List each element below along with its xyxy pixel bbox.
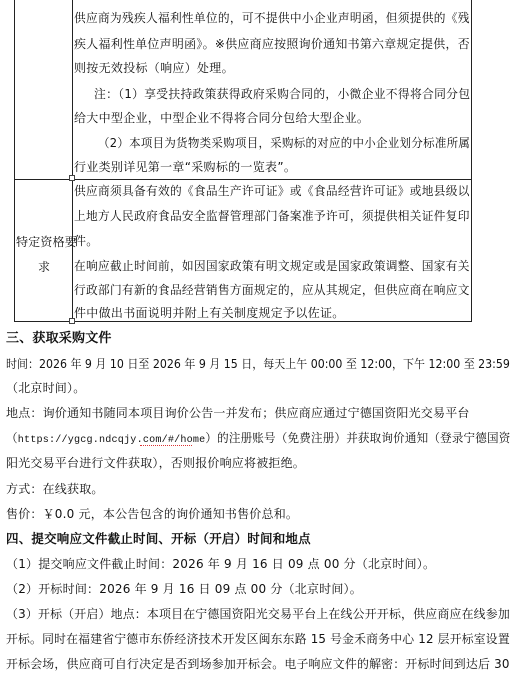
spellcheck-underline: [140, 443, 192, 446]
table-row-1-line: 则按无效投标（响应）处理。: [74, 61, 234, 75]
section-4-item-2: （2）开标时间：2026 年 9 月 16 日 09 点 00 分（北京时间）。: [6, 582, 362, 596]
platform-url-link[interactable]: https://ygcg.ndcqjy.com/#/home: [17, 434, 206, 446]
table-row-2-line: 在响应截止时间前，如因国家政策有明文规定或是国家政策调整、国家有关: [74, 259, 470, 273]
table-row-divider: [14, 179, 472, 180]
table-row-2-line: 件中做出书面说明并附上有关制度规定予以佐证。: [74, 306, 345, 320]
table-row-2-label: 特定资格要: [16, 235, 78, 249]
table-bottom-border: [14, 321, 472, 322]
section-4-item-3: （3）开标（开启）地点：本项目在宁德国资阳光交易平台上在线公开开标，供应商应在线参加: [6, 607, 510, 621]
table-corner-marker: [69, 175, 75, 181]
table-row-2-label: 求: [38, 260, 51, 274]
table-row-2-line: 供应商须具备有效的《食品生产许可证》或《食品经营许可证》或地县级以: [74, 184, 470, 198]
section-3-place: 阳光交易平台进行文件获取），否则报价响应将被拒绝。: [6, 456, 306, 470]
section-4-item-1: （1）提交响应文件截止时间：2026 年 9 月 16 日 09 点 00 分（北京时间）。: [6, 557, 436, 571]
paren: （: [6, 431, 18, 445]
table-row-2-line: 行政部门有新的食品经营销售方面规定的，应从其规定，但供应商在响应文: [74, 283, 470, 297]
section-3-place: 地点：询价通知书随同本项目询价公告一并发布；供应商应通过宁德国资阳光交易平台: [6, 406, 470, 420]
table-row-1-line: 行业类别详见第一章“采购标的一览表”。: [74, 160, 297, 174]
section-3-time: （北京时间）。: [6, 381, 86, 395]
section-3-place: [6, 430, 511, 448]
table-row-2-line: 上地方人民政府食品安全监督管理部门备案准予许可，须提供相关证件复印: [74, 209, 470, 223]
section-4-item-3: 开标会场，供应商可自行决定是否到场参加开标会。电子响应文件的解密：开标时间到达后 30: [6, 657, 510, 671]
section-3-method: 方式：在线获取。: [6, 482, 104, 496]
section-4-heading: 四、提交响应文件截止时间、开标（开启）时间和地点: [6, 531, 311, 546]
section-3-time: 时间：2026 年 9 月 10 日至 2026 年 9 月 15 日，每天上午 00:00 至 12:00，下午 12:00 至 23:59: [6, 357, 510, 371]
section-3-place-text: ）的注册账号（免费注册）并获取询价通知（登录宁德国资: [205, 431, 511, 445]
section-3-heading: 三、获取采购文件: [6, 331, 112, 346]
table-column-divider: [72, 0, 73, 322]
table-left-border: [14, 0, 15, 322]
table-row-1-note: （2）本项目为货物类采购项目，采购标的对应的中小企业划分标准所属: [98, 136, 471, 150]
table-row-1-line: 疾人福利性单位声明函》。※供应商应按照询价通知书第六章规定提供，否: [74, 37, 470, 51]
table-right-border: [471, 0, 472, 322]
table-row-2-line: 件。: [74, 234, 99, 248]
table-row-1-line: 给大中型企业，中型企业不得将合同分包给大型企业。: [74, 111, 370, 125]
table-row-1-note: 注：（1）享受扶持政策获得政府采购合同的，小微企业不得将合同分包: [94, 87, 471, 101]
table-row-1-line: 供应商为残疾人福利性单位的，可不提供中小企业声明函，但须提供的《残: [74, 11, 470, 25]
section-4-item-3: 开标。同时在福建省宁德市东侨经济技术开发区闽东东路 15 号金禾商务中心 12 层开标室设置: [6, 632, 510, 646]
section-3-price: 售价：￥0.0 元，本公告包含的询价通知书售价总和。: [6, 507, 299, 521]
